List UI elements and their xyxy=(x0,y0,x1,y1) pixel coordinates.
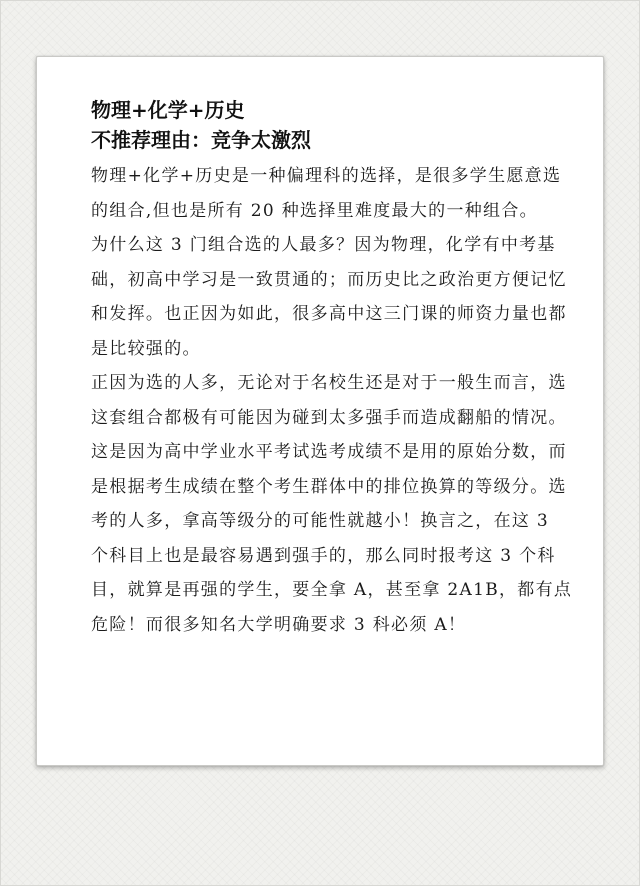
article-subtitle: 不推荐理由：竞争太激烈 xyxy=(91,128,311,152)
paragraph-grading: 这是因为高中学业水平考试选考成绩不是用的原始分数，而是根据考生成绩在整个考生群体中的排位换算的等级分。选考的人多，拿高等级分的可能性就越小！换言之，在这 3 个科目上也是最容易遇到强手的，那么同时报考这 3 个科目，就算是再强的学生，要全拿 A，甚至拿 2A1B，都有点危险！而很多知名大学明确要求 3 科必须 A！ xyxy=(91,442,573,635)
article-title: 物理+化学+历史 xyxy=(91,98,245,122)
article-card xyxy=(36,56,604,766)
paragraph-intro: 物理+化学+历史是一种偏理科的选择，是很多学生愿意选的组合,但也是所有 20 种选择里难度最大的一种组合。 xyxy=(91,166,562,221)
paragraph-competition: 正因为选的人多，无论对于名校生还是对于一般生而言，选这套组合都极有可能因为碰到太多强手而造成翻船的情况。 xyxy=(91,373,567,428)
paragraph-reason: 为什么这 3 门组合选的人最多？因为物理，化学有中考基础，初高中学习是一致贯通的；而历史比之政治更方便记忆和发挥。也正因为如此，很多高中这三门课的师资力量也都是比较强的。 xyxy=(91,235,567,359)
